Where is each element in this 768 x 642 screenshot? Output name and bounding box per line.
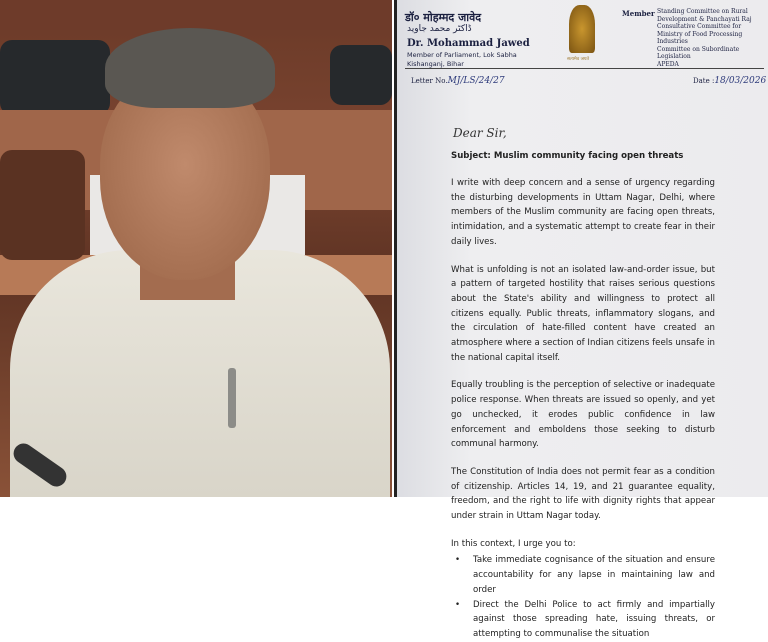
paragraph: Equally troubling is the perception of selective or inadequate police response. When threats are issued so openly, and yet go unchecked, it erodes public confidence in law enforcement and emboldens those seeking to disturb communal harmony.: [451, 380, 715, 450]
pen: [228, 368, 236, 428]
name-urdu: ڈاکٹر محمد جاوید: [407, 24, 472, 34]
emblem-motto: सत्यमेव जयते: [567, 57, 590, 62]
subject: Subject: Muslim community facing open threats: [451, 151, 684, 161]
member-label: Member: [622, 9, 655, 18]
letter-number: Letter No.MJ/LS/24/27: [411, 76, 505, 86]
hair: [105, 28, 275, 108]
name-hindi: डॉ० मोहम्मद जावेद: [405, 11, 482, 24]
photo-of-mp: [0, 0, 392, 497]
letter-date: Date :18/03/2026: [693, 76, 767, 86]
paragraph: I write with deep concern and a sense of urgency regarding the disturbing developments in Uttam Nagar, Delhi, where members of the Muslim community are facing open threats, intimidation, and a systematic attempt to create fear in their daily lives.: [451, 178, 715, 247]
chair: [0, 40, 110, 115]
header-divider: [405, 68, 764, 69]
committee-list: Standing Committee on Rural Development & Panchayati Raj Consultative Committee for Ministry of Food Processing Industries Committee on Subordinate Legislation APEDA: [657, 8, 752, 68]
paragraph: The Constitution of India does not permit fear as a condition of citizenship. Articles 14, 19, and 21 guarantee equality, freedom, and the right to life with dignity rights that appear under strain in Uttam Nagar today.: [451, 466, 715, 522]
chair: [330, 45, 392, 105]
bullet-item: • Take immediate cognisance of the situation and ensure accountability for any lapse in maintaining law and order: [455, 555, 715, 595]
national-emblem-icon: [569, 5, 595, 53]
letter: [394, 0, 768, 639]
bullet-item: • Direct the Delhi Police to act firmly and impartially against those spreading hate, issuing threats, or attempting to communalise the situation: [455, 599, 715, 639]
salutation: Dear Sir,: [453, 126, 507, 140]
paragraph: What is unfolding is not an isolated law-and-order issue, but a pattern of targeted hostility that raises serious questions about the State's ability and willingness to protect all citizens equally. Public threats, inflammatory slogans, and the circulation of hate-filled content have created an atmosphere where a section of Indian citizens feels unsafe in the national capital itself.: [451, 264, 715, 363]
letter-body: [451, 176, 715, 642]
name: Dr. Mohammad Jawed: [407, 38, 530, 49]
designation: Member of Parliament, Lok Sabha: [407, 51, 517, 59]
constituency: Kishanganj, Bihar: [407, 60, 464, 68]
context-line: In this context, I urge you to:: [451, 538, 576, 549]
